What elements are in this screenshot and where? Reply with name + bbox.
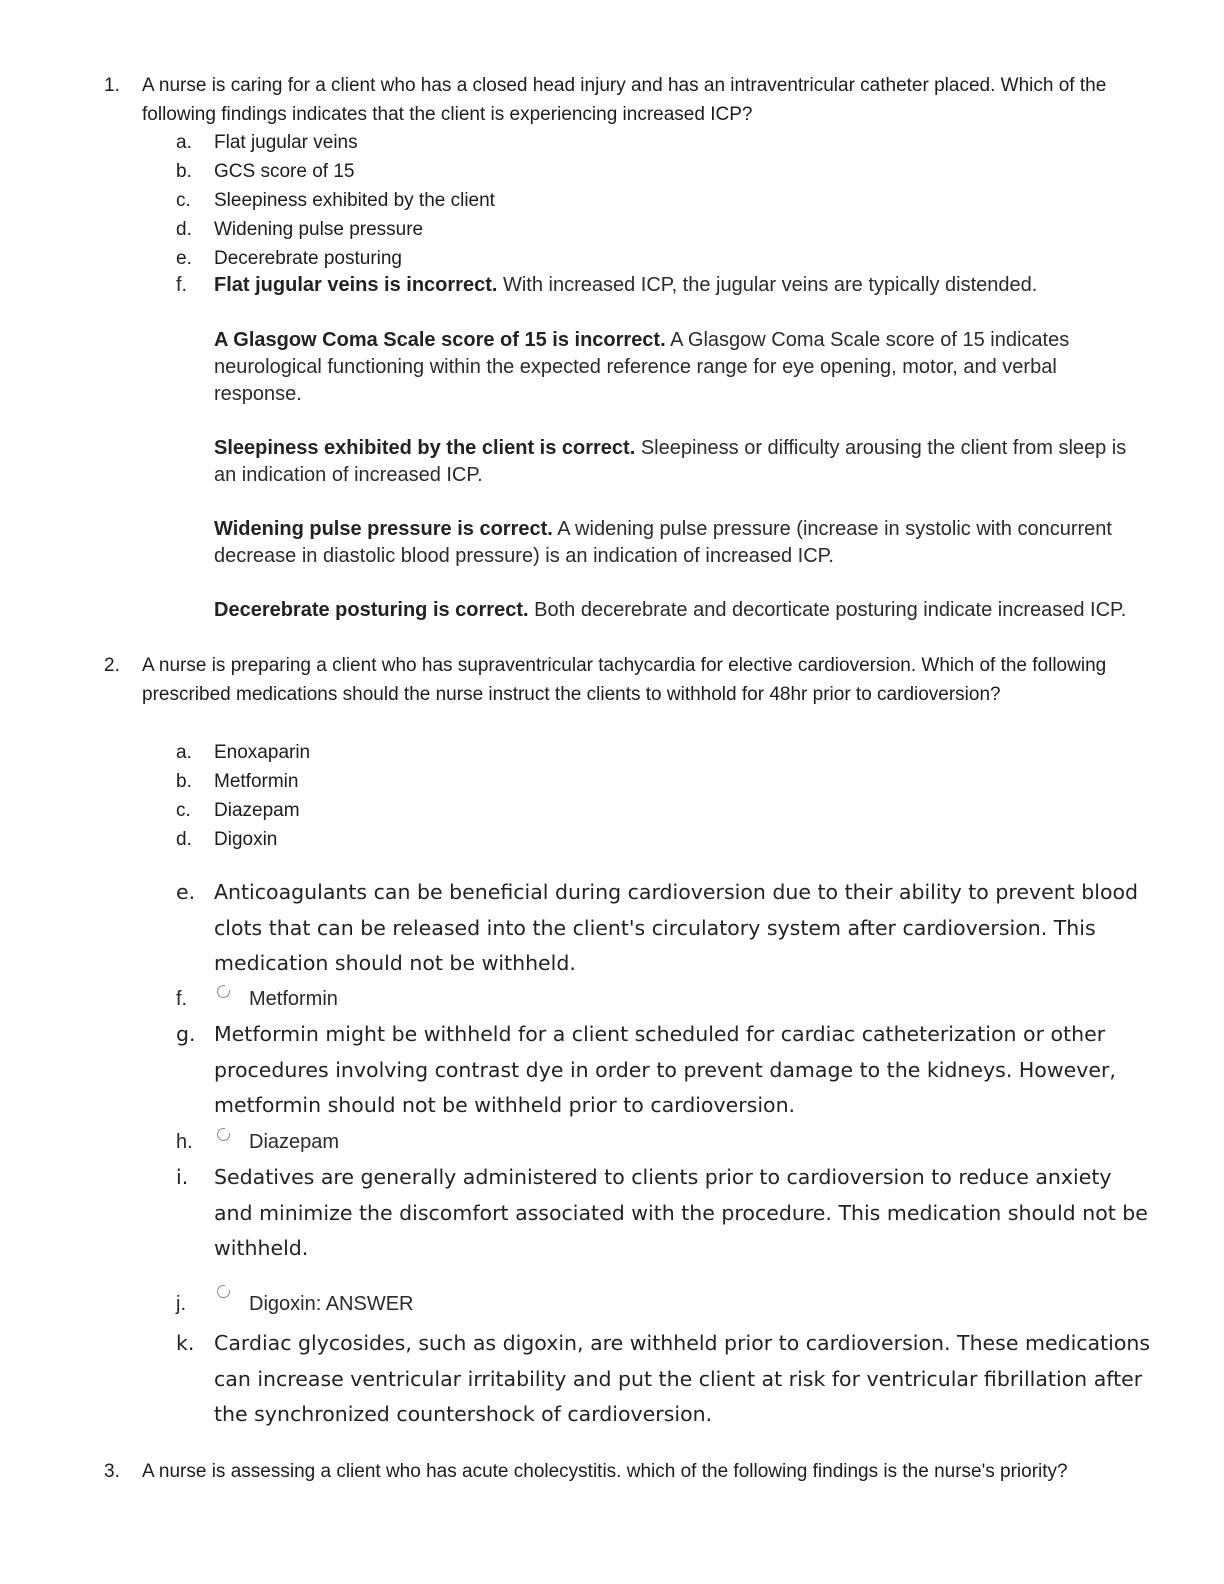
explanation-letter: k.	[176, 1331, 195, 1355]
option-text: Sleepiness exhibited by the client	[214, 190, 495, 211]
rationale-verdict: Sleepiness exhibited by the client is correct.	[214, 437, 636, 459]
question-text: A nurse is caring for a client who has a closed head injury and has an intraventricular catheter placed. Which of the following findings indicates that the client is experiencing increased ICP?	[142, 75, 1107, 125]
option-letter: b.	[176, 771, 192, 792]
option-letter: d.	[176, 219, 192, 240]
rationale-verdict: A Glasgow Coma Scale score of 15 is incorrect.	[214, 329, 666, 351]
question-number: 3.	[104, 1461, 120, 1482]
question-number: 2.	[104, 655, 120, 676]
explanation-text: Metformin might be withheld for a client scheduled for cardiac catheterization or other procedures involving contrast dye in order to prevent damage to the kidneys. However, metformin should not be withheld prior to cardioversion.	[214, 1022, 1116, 1117]
explanation-letter: j.	[176, 1293, 186, 1315]
radio-circle-icon[interactable]	[217, 1285, 230, 1298]
option-letter: b.	[176, 161, 192, 182]
rationale-4	[214, 516, 1139, 570]
radio-label: Diazepam	[249, 1131, 340, 1153]
explanation-letter: i.	[176, 1165, 189, 1189]
option-text: Enoxaparin	[214, 742, 311, 763]
rationale-text: Sleepiness or difficulty arousing the client from sleep is an indication of increased ICP.	[214, 437, 1127, 486]
option-letter: a.	[176, 132, 192, 153]
radio-circle-icon[interactable]	[217, 1128, 230, 1141]
explanation-text: Sedatives are generally administered to clients prior to cardioversion to reduce anxiety and minimize the discomfort associated with the procedure. This medication should not be withheld.	[214, 1165, 1148, 1260]
explanation-letter: h.	[176, 1131, 193, 1153]
rationale-verdict: Flat jugular veins is incorrect.	[214, 274, 498, 296]
rationale-3	[214, 435, 1139, 489]
rationale-1	[214, 272, 1139, 299]
rationale-text: A widening pulse pressure (increase in systolic with concurrent decrease in diastolic blood pressure) is an indication of increased ICP.	[214, 518, 1112, 567]
rationale-verdict: Decerebrate posturing is correct.	[214, 599, 529, 621]
question-number: 1.	[104, 75, 120, 96]
option-text: Widening pulse pressure	[214, 219, 424, 240]
rationale-verdict: Widening pulse pressure is correct.	[214, 518, 553, 540]
option-text: Diazepam	[214, 800, 300, 821]
rationale-text: A Glasgow Coma Scale score of 15 indicates neurological functioning within the expected reference range for eye opening, motor, and verbal response.	[214, 329, 1070, 405]
radio-label: Digoxin: ANSWER	[249, 1293, 414, 1315]
rationale-5	[214, 597, 1139, 624]
radio-circle-icon[interactable]	[217, 985, 230, 998]
option-text: Decerebrate posturing	[214, 248, 402, 269]
option-letter: e.	[176, 248, 192, 269]
option-text: Flat jugular veins	[214, 132, 358, 153]
explanation-text: Cardiac glycosides, such as digoxin, are withheld prior to cardioversion. These medications can increase ventricular irritability and put the client at risk for ventricular fibrillation after the synchronized countershock of cardioversion.	[214, 1331, 1151, 1426]
explanation-letter: e.	[176, 880, 196, 904]
option-text: GCS score of 15	[214, 161, 355, 182]
question-text: A nurse is preparing a client who has supraventricular tachycardia for elective cardioversion. Which of the following prescribed medications should the nurse instruct the clients to withhold for 48hr prior to cardioversion?	[142, 655, 1107, 705]
rationale-letter: f.	[176, 274, 188, 296]
explanation-letter: g.	[176, 1022, 196, 1046]
rationale-2	[214, 327, 1139, 408]
radio-label: Metformin	[249, 988, 338, 1010]
option-letter: a.	[176, 742, 192, 763]
option-letter: c.	[176, 800, 191, 821]
option-text: Metformin	[214, 771, 299, 792]
question-text: A nurse is assessing a client who has acute cholecystitis. which of the following findings is the nurse's priority?	[142, 1461, 1068, 1482]
option-letter: c.	[176, 190, 191, 211]
option-text: Digoxin	[214, 829, 278, 850]
explanation-letter: f.	[176, 988, 188, 1010]
rationale-text: Both decerebrate and decorticate posturing indicate increased ICP.	[528, 599, 1127, 621]
rationale-text: With increased ICP, the jugular veins are typically distended.	[497, 274, 1038, 296]
option-letter: d.	[176, 829, 192, 850]
explanation-text: Anticoagulants can be beneficial during cardioversion due to their ability to prevent blood clots that can be released into the client's circulatory system after cardioversion. This medication should not be withheld.	[214, 880, 1139, 975]
